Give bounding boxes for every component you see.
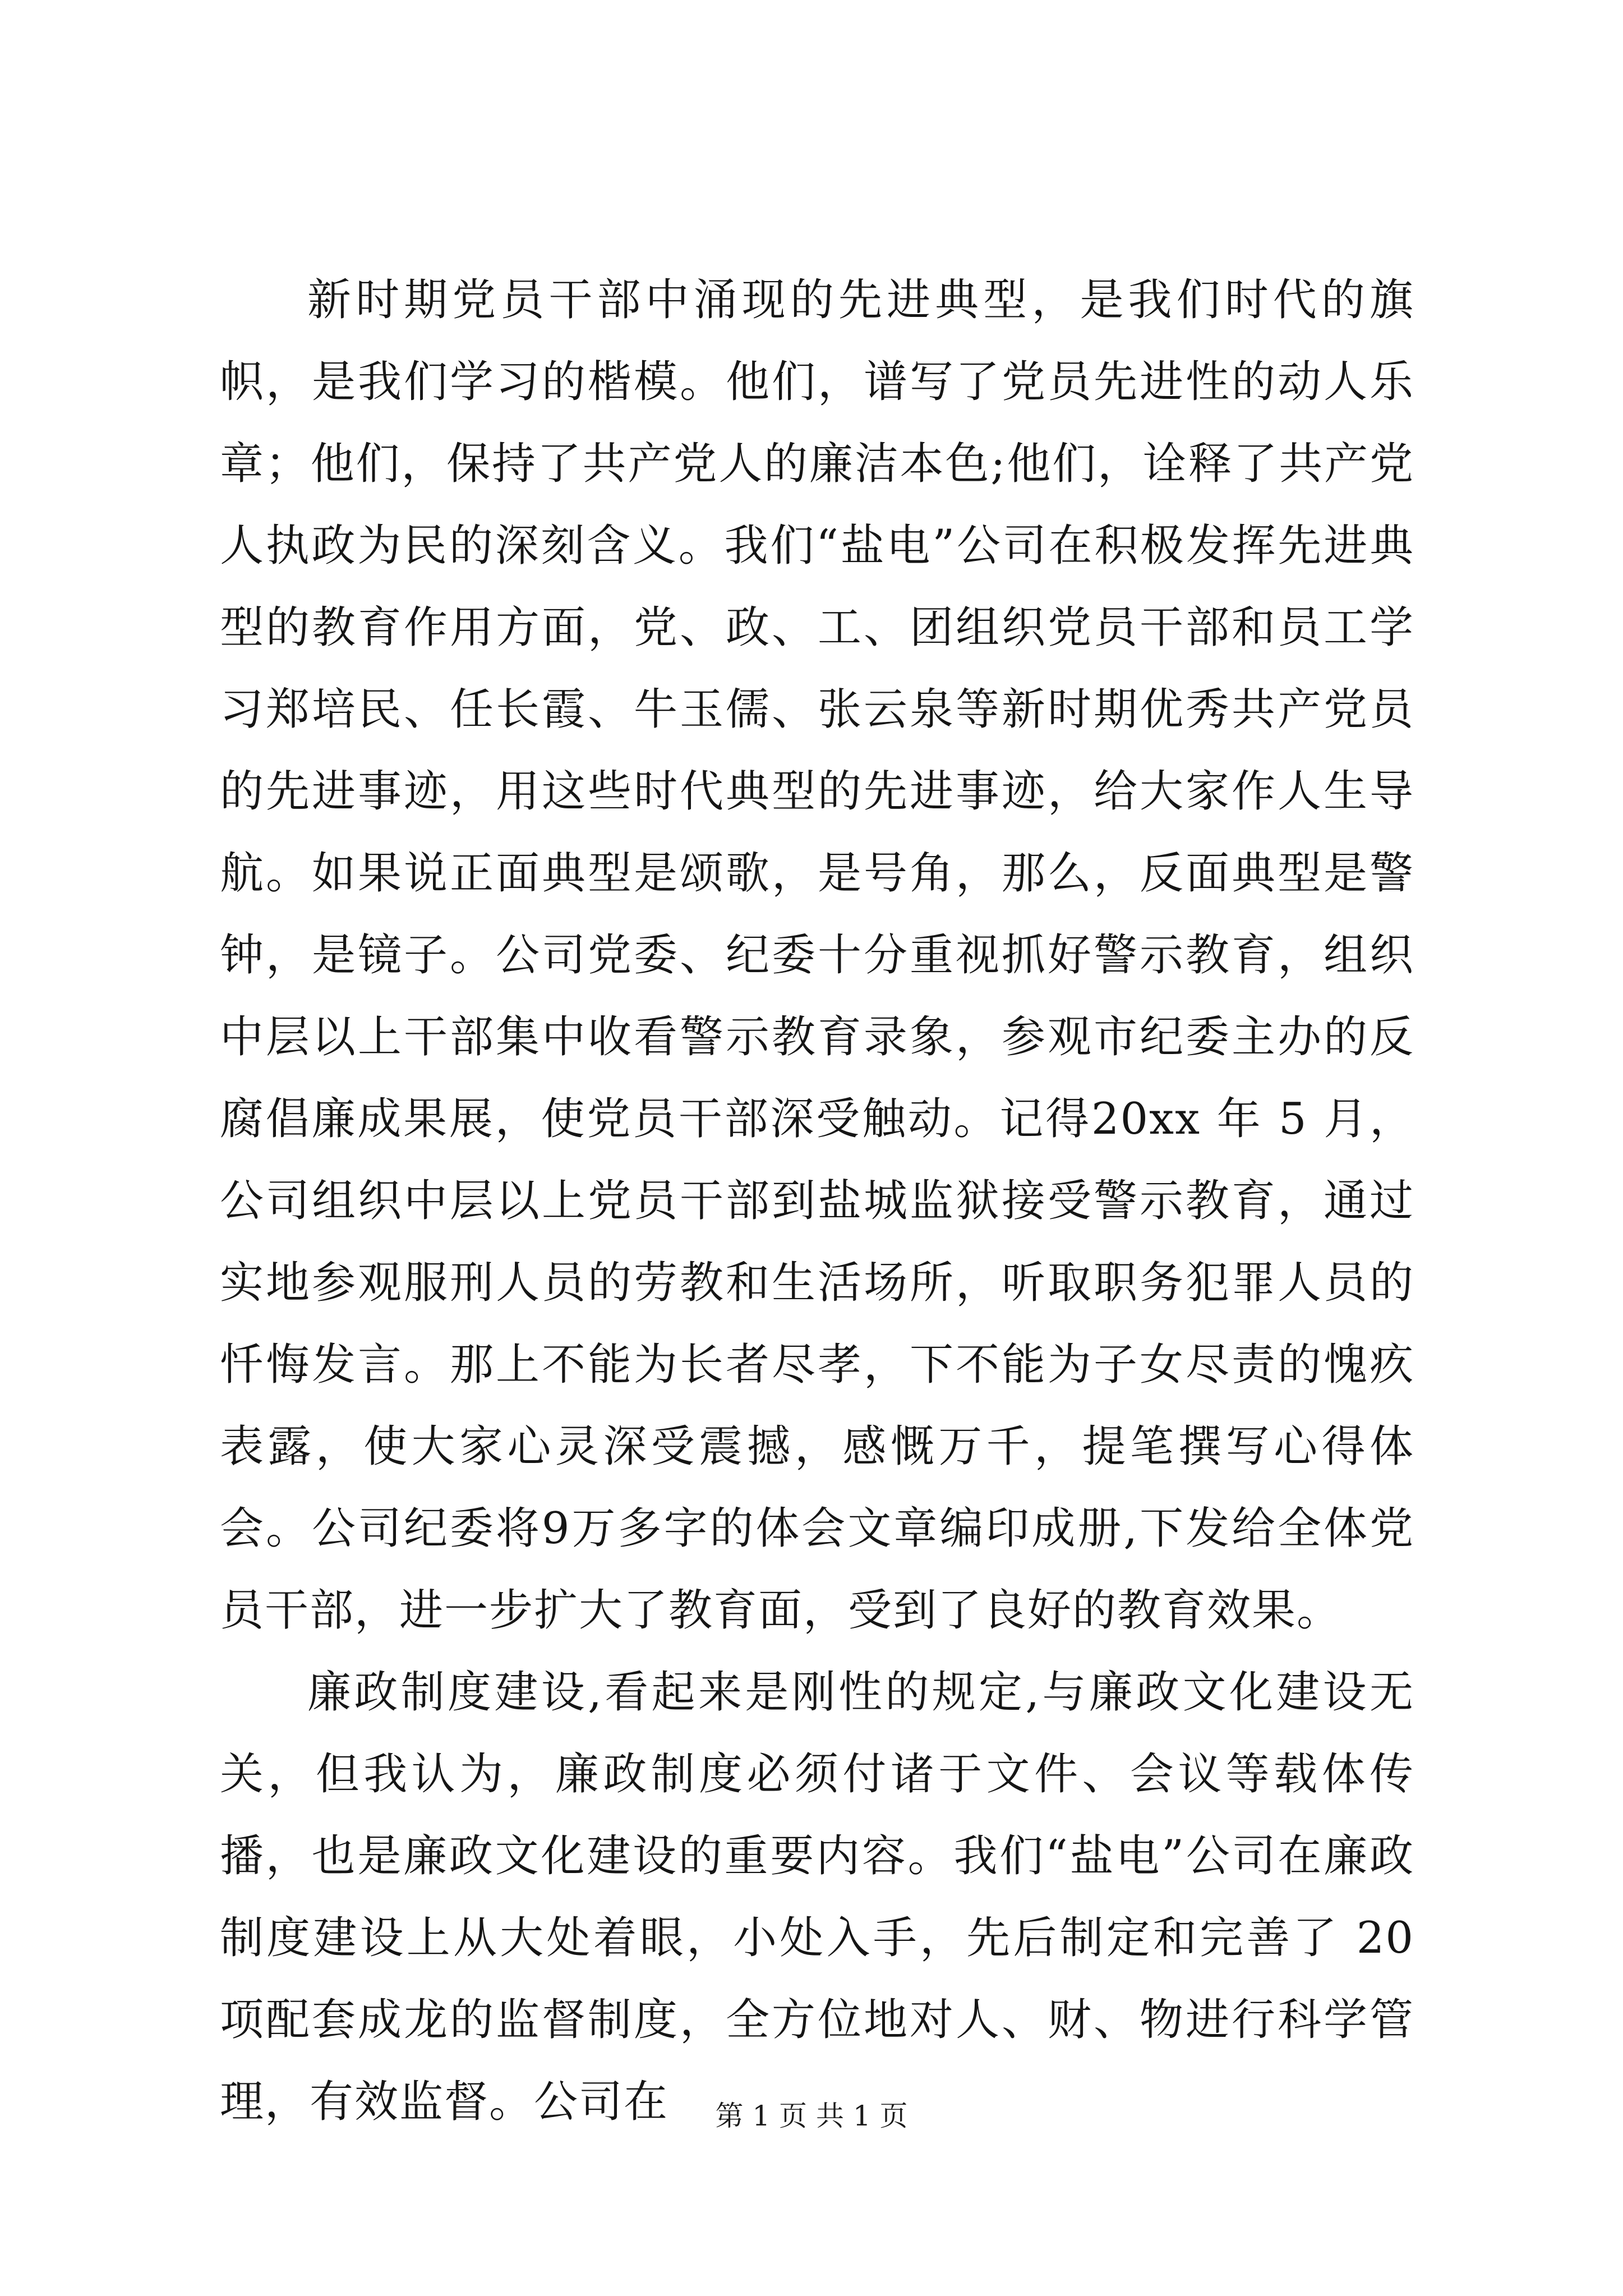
page-footer: 第 1 页 共 1 页 <box>715 2100 908 2132</box>
document-body <box>220 259 1414 2143</box>
paragraph-2: 廉政制度建设,看起来是刚性的规定,与廉政文化建设无关，但我认为，廉政制度必须付诸于文件、会议等载体传播，也是廉政文化建设的重要内容。我们“盐电”公司在廉政制度建设上从大处着眼，小处入手，先后制定和完善了 20 项配套成龙的监督制度，全方位地对人、财、物进行科学管理，有效监督。公司在 <box>220 1667 1414 2127</box>
paragraph-1: 新时期党员干部中涌现的先进典型，是我们时代的旗帜，是我们学习的楷模。他们，谱写了党员先进性的动人乐章；他们，保持了共产党人的廉洁本色;他们，诠释了共产党人执政为民的深刻含义。我们“盐电”公司在积极发挥先进典型的教育作用方面，党、政、工、团组织党员干部和员工学习郑培民、任长霞、牛玉儒、张云泉等新时期优秀共产党员的先进事迹，用这些时代典型的先进事迹，给大家作人生导航。如果说正面典型是颂歌，是号角，那么，反面典型是警钟，是镜子。公司党委、纪委十分重视抓好警示教育，组织中层以上干部集中收看警示教育录象，参观市纪委主办的反腐倡廉成果展，使党员干部深受触动。记得20xx 年 5 月，公司组织中层以上党员干部到盐城监狱接受警示教育，通过实地参观服刑人员的劳教和生活场所，听取职务犯罪人员的忏悔发言。那上不能为长者尽孝，下不能为子女尽责的愧疚表露，使大家心灵深受震撼，感慨万千，提笔撰写心得体会。公司纪委将9万多字的体会文章编印成册,下发给全体党员干部，进一步扩大了教育面，受到了良好的教育效果。 <box>220 275 1414 1636</box>
